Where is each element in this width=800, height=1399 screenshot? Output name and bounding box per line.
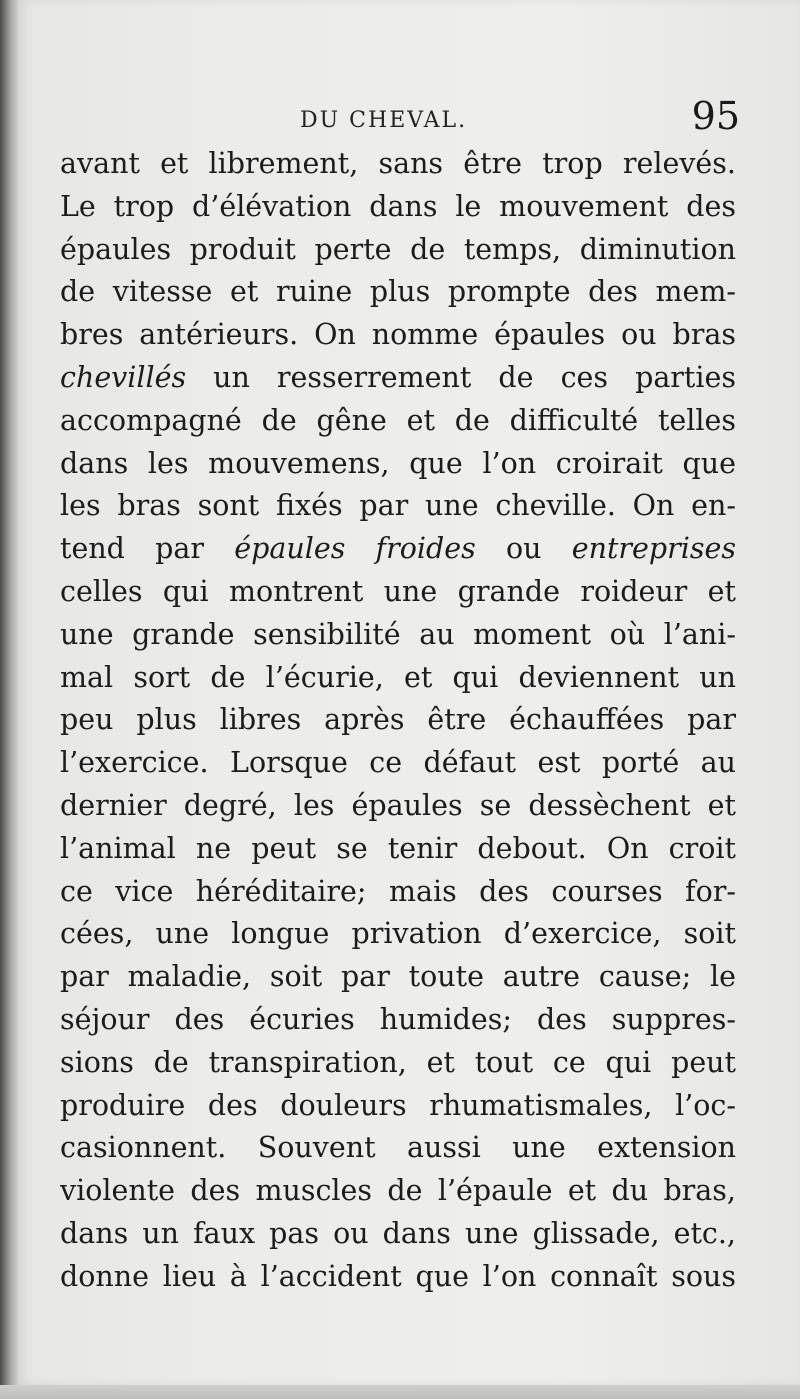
text-line [60,357,736,400]
text-line [60,828,736,871]
text-line [60,443,736,486]
text-run: casionnent. Souvent aussi une extension [60,1131,736,1165]
text-run: donne lieu à l’accident que l’on connaît sous [60,1259,736,1293]
page-number: 95 [691,94,740,138]
text-line [60,571,736,614]
text-run: les bras sont fixés par une cheville. On en- [60,489,736,523]
text-run: sions de transpiration, et tout ce qui peut [60,1045,736,1079]
text-run: cées, une longue privation d’exercice, soit [60,917,736,951]
text-run: ou [475,532,572,566]
text-run: de vitesse et ruine plus prompte des mem- [60,275,736,309]
text-run: produire des douleurs rhumatismales, l’oc- [60,1088,736,1122]
text-line [60,314,736,357]
text-run: bres antérieurs. On nomme épaules ou bras [60,318,736,352]
text-line [60,785,736,828]
text-run: accompagné de gêne et de difficulté telles [60,403,736,437]
text-line [60,999,736,1042]
text-run: avant et librement, sans être trop relevés. [60,147,736,180]
text-run: ce vice héréditaire; mais des courses for- [60,874,736,908]
italic-term: chevillés [60,360,187,394]
text-line [60,1085,736,1128]
text-line [60,657,736,700]
text-run: l’exercice. Lorsque ce défaut est porté au [60,746,736,780]
text-run: séjour des écuries humides; des suppres- [60,1002,736,1036]
text-line [60,485,736,528]
text-line [60,1042,736,1085]
text-line [60,871,736,914]
running-head-title: DU CHEVAL. [300,108,468,133]
text-line [60,956,736,999]
text-line [60,1127,736,1170]
text-run: mal sort de l’écurie, et qui deviennent un [60,660,736,694]
book-gutter-shadow [0,0,18,1399]
text-run: dernier degré, les épaules se dessèchent et [60,788,736,822]
text-line [60,614,736,657]
text-line [60,699,736,742]
text-line [60,528,736,571]
text-line [60,742,736,785]
text-line [60,271,736,314]
text-line [60,1213,736,1256]
text-run: dans les mouvemens, que l’on croirait que [60,446,736,480]
text-run: peu plus libres après être échauffées par [60,703,736,737]
body-text [60,143,736,1299]
text-line [60,229,736,272]
text-line [60,400,736,443]
italic-term: épaules froides [234,532,476,566]
text-line [60,143,736,186]
text-run: par maladie, soit par toute autre cause; le [60,960,736,994]
text-run: Le trop d’élévation dans le mouvement des [60,189,736,223]
text-line [60,186,736,229]
text-run: l’animal ne peut se tenir debout. On croit [60,831,736,865]
text-run: tend par [60,532,235,566]
text-line [60,1170,736,1213]
page-bottom-edge [0,1385,800,1399]
text-line [60,913,736,956]
text-run: une grande sensibilité au moment où l’ani- [60,617,736,651]
text-run: celles qui montrent une grande roideur et [60,574,736,608]
italic-term: entreprises [571,532,736,566]
text-run: dans un faux pas ou dans une glissade, etc., [60,1216,736,1250]
text-line [60,1256,736,1299]
text-run: violente des muscles de l’épaule et du bras, [60,1174,736,1208]
text-run: un resserrement de ces parties [186,360,736,394]
text-run: épaules produit perte de temps, diminution [60,232,736,266]
running-head [60,94,740,140]
